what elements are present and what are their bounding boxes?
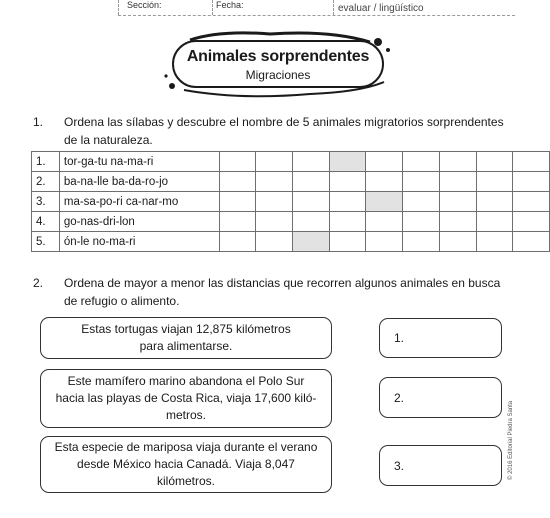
statement-line: metros. <box>165 408 206 422</box>
answer-cell[interactable] <box>439 152 476 172</box>
answer-box[interactable] <box>379 445 502 486</box>
answer-cell[interactable] <box>293 152 330 172</box>
answer-cell[interactable] <box>293 212 330 232</box>
header-separator <box>118 0 119 15</box>
syllable-cell: tor-ga-tu na-ma-ri <box>59 152 219 172</box>
answer-number: 1. <box>394 331 405 345</box>
answer-cell[interactable] <box>513 212 550 232</box>
answer-cell[interactable] <box>256 232 293 252</box>
answer-cell[interactable] <box>403 192 440 212</box>
syllable-cell: ma-sa-po-ri ca-nar-mo <box>59 192 219 212</box>
question-1-line-2: de la naturaleza. <box>64 133 153 147</box>
answer-cell[interactable] <box>476 232 513 252</box>
answer-cell[interactable] <box>219 152 256 172</box>
answer-cell[interactable] <box>366 172 403 192</box>
answer-cell[interactable] <box>219 232 256 252</box>
header-note: evaluar / lingüístico <box>338 3 424 14</box>
grid-row <box>32 192 550 212</box>
distance-statement-box <box>40 436 332 493</box>
answer-cell[interactable] <box>476 192 513 212</box>
copyright-notice: © 2016 Editorial Piedra Santa <box>508 400 514 480</box>
statement-line: Esta especie de mariposa viaja durante el verano <box>54 440 318 454</box>
answer-cell[interactable] <box>329 172 366 192</box>
grid-row <box>32 232 550 252</box>
answer-cell[interactable] <box>219 192 256 212</box>
row-number: 3. <box>32 192 60 212</box>
question-2-number: 2. <box>33 276 44 290</box>
question-1-number: 1. <box>33 115 44 129</box>
answer-cell[interactable] <box>476 172 513 192</box>
statement-line: desde México hacia Canadá. Viaja 8,047 <box>77 457 295 471</box>
answer-cell[interactable] <box>439 212 476 232</box>
shaded-cell[interactable] <box>366 192 403 212</box>
answer-box[interactable] <box>379 377 502 418</box>
statement-line: Estas tortugas viajan 12,875 kilómetros <box>81 322 291 336</box>
row-number: 5. <box>32 232 60 252</box>
answer-cell[interactable] <box>256 172 293 192</box>
page-title: Animales sorprendentes <box>186 48 370 65</box>
answer-cell[interactable] <box>513 152 550 172</box>
shaded-cell[interactable] <box>329 152 366 172</box>
answer-cell[interactable] <box>219 212 256 232</box>
row-number: 2. <box>32 172 60 192</box>
header-separator <box>212 0 213 15</box>
fecha-field-label: Fecha: <box>216 0 244 10</box>
answer-cell[interactable] <box>476 212 513 232</box>
statement-line: hacia las playas de Costa Rica, viaja 17,600 kiló- <box>55 391 317 405</box>
question-2-line-2: de refugio o alimento. <box>64 294 180 308</box>
header-separator <box>333 0 334 15</box>
answer-cell[interactable] <box>293 172 330 192</box>
answer-cell[interactable] <box>403 152 440 172</box>
answer-cell[interactable] <box>403 212 440 232</box>
answer-cell[interactable] <box>329 232 366 252</box>
answer-number: 3. <box>394 458 405 473</box>
row-number: 1. <box>32 152 60 172</box>
answer-cell[interactable] <box>513 172 550 192</box>
answer-cell[interactable] <box>293 192 330 212</box>
answer-box[interactable] <box>379 318 502 358</box>
answer-cell[interactable] <box>256 212 293 232</box>
syllable-cell: go-nas-dri-lon <box>59 212 219 232</box>
shaded-cell[interactable] <box>293 232 330 252</box>
answer-cell[interactable] <box>256 192 293 212</box>
syllable-grid <box>31 151 550 252</box>
answer-cell[interactable] <box>256 152 293 172</box>
answer-cell[interactable] <box>439 192 476 212</box>
answer-cell[interactable] <box>329 192 366 212</box>
answer-cell[interactable] <box>476 152 513 172</box>
question-1-line-1: Ordena las sílabas y descubre el nombre de 5 animales migratorios sorprendentes <box>64 115 504 129</box>
statement-line: kilómetros. <box>156 474 215 488</box>
question-2-line-1: Ordena de mayor a menor las distancias que recorren algunos animales en busca <box>64 276 501 290</box>
grid-row <box>32 152 550 172</box>
answer-number: 2. <box>394 390 405 405</box>
answer-cell[interactable] <box>329 212 366 232</box>
grid-row <box>32 212 550 232</box>
answer-cell[interactable] <box>439 232 476 252</box>
syllable-cell: ba-na-lle ba-da-ro-jo <box>59 172 219 192</box>
answer-cell[interactable] <box>513 232 550 252</box>
answer-cell[interactable] <box>403 172 440 192</box>
answer-cell[interactable] <box>439 172 476 192</box>
answer-cell[interactable] <box>366 232 403 252</box>
answer-cell[interactable] <box>403 232 440 252</box>
page-subtitle: Migraciones <box>245 68 311 82</box>
row-number: 4. <box>32 212 60 232</box>
header-divider <box>118 15 515 16</box>
seccion-field-label: Sección: <box>127 0 162 10</box>
statement-line: Este mamífero marino abandona el Polo Sur <box>67 374 305 388</box>
answer-cell[interactable] <box>513 192 550 212</box>
answer-cell[interactable] <box>366 152 403 172</box>
answer-cell[interactable] <box>219 172 256 192</box>
syllable-cell: ón-le no-ma-ri <box>59 232 219 252</box>
distance-statement-box <box>40 369 332 428</box>
answer-cell[interactable] <box>366 212 403 232</box>
distance-statement-box <box>40 317 332 359</box>
grid-row <box>32 172 550 192</box>
statement-line: para alimentarse. <box>139 339 233 353</box>
